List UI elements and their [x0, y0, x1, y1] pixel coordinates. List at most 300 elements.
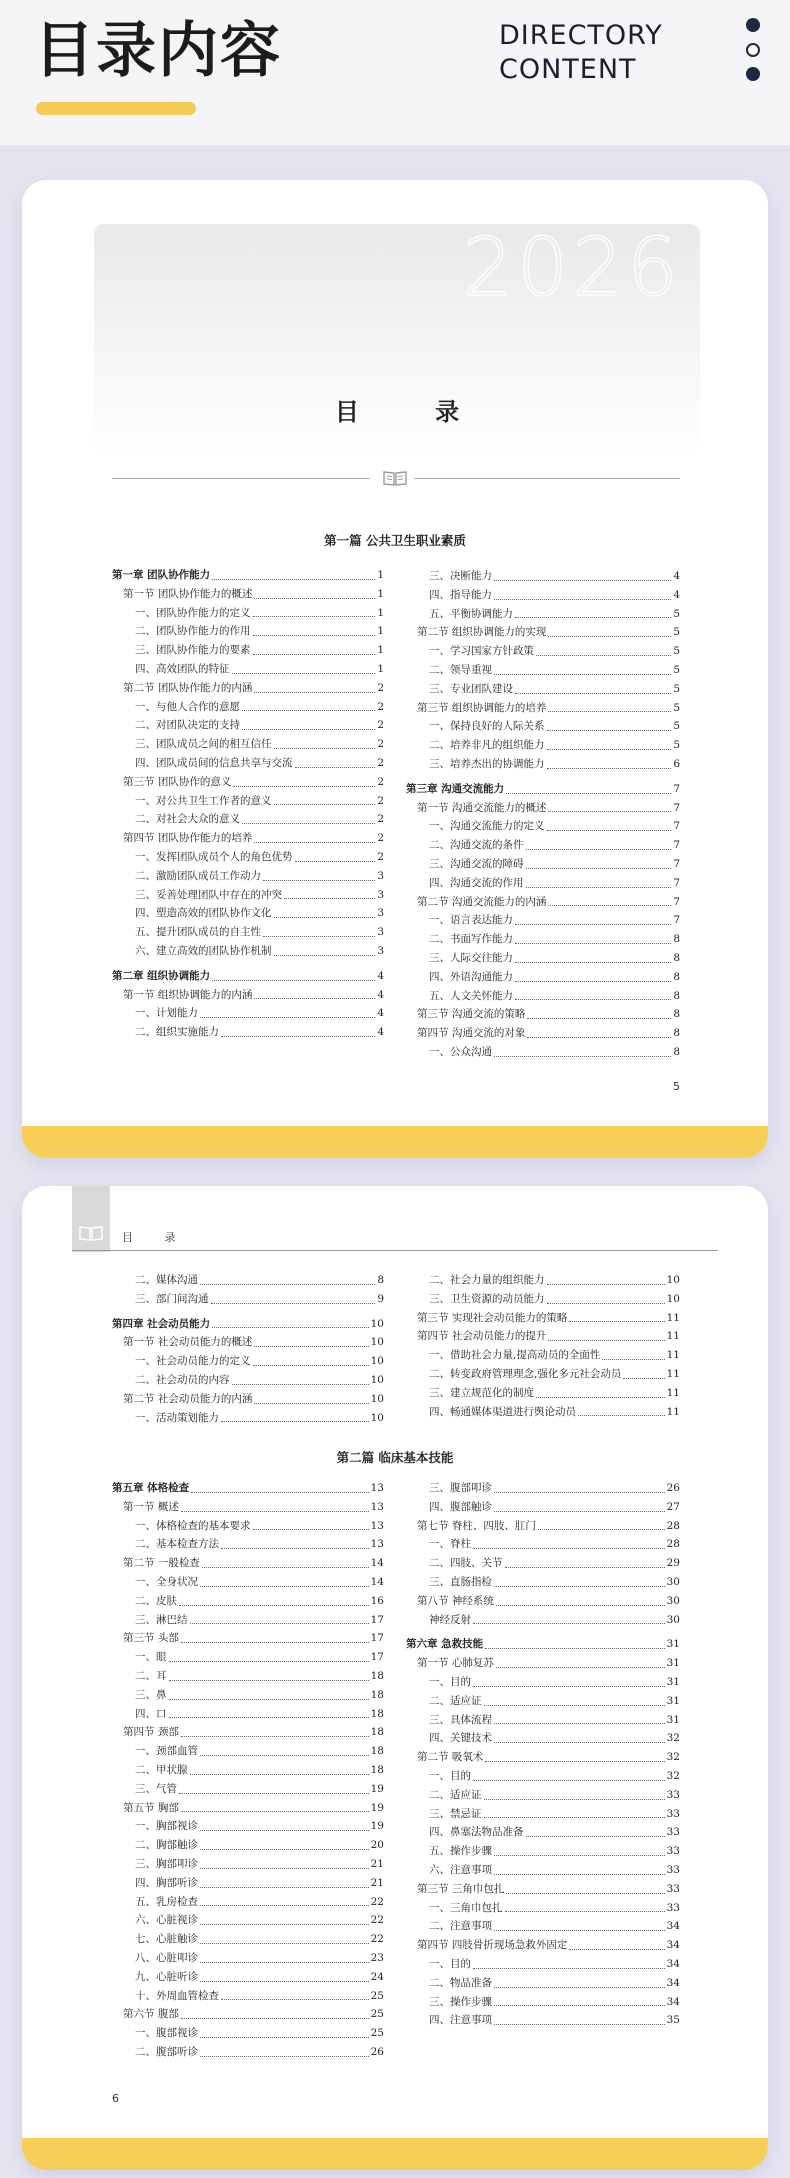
toc-entry-title: 第二节 组织协调能力的实现	[417, 626, 547, 639]
toc-section-entry[interactable]	[112, 774, 384, 793]
toc-item-entry[interactable]	[112, 1353, 384, 1372]
toc-entry-title: 三、鼻	[135, 1688, 167, 1701]
toc-entry-title: 三、建立规范化的制度	[429, 1386, 534, 1399]
toc-entry-title: 第四节 颈部	[123, 1726, 179, 1739]
toc-entry-page: 22	[370, 1914, 384, 1927]
toc-entry-page: 30	[666, 1594, 680, 1607]
toc-item-entry[interactable]	[406, 818, 680, 837]
toc-item-entry[interactable]	[406, 643, 680, 662]
toc-chapter-entry[interactable]	[406, 781, 680, 800]
toc-entry-page: 4	[673, 570, 680, 582]
toc-section-entry[interactable]	[406, 700, 680, 719]
toc-section-entry[interactable]	[406, 1881, 680, 1900]
toc-section-entry[interactable]	[112, 1555, 384, 1574]
dot-leader	[169, 1717, 369, 1718]
toc-entry-page: 17	[370, 1632, 384, 1645]
toc-item-entry[interactable]	[406, 1730, 680, 1749]
dot-leader	[263, 936, 375, 937]
toc-item-entry[interactable]	[406, 1900, 680, 1919]
toc-entry-page: 34	[666, 1995, 680, 2008]
toc-entry-page: 14	[370, 1557, 384, 1570]
toc-item-entry[interactable]	[112, 1410, 384, 1429]
toc-section-entry[interactable]	[112, 1499, 384, 1518]
dot-leader	[221, 1999, 369, 2000]
toc-item-entry[interactable]	[406, 969, 680, 988]
toc-item-entry[interactable]	[112, 1781, 384, 1800]
dot-leader	[473, 1686, 665, 1687]
toc-item-entry[interactable]	[112, 755, 384, 774]
toc-item-entry[interactable]	[406, 1536, 680, 1555]
toc-item-entry[interactable]	[112, 1950, 384, 1969]
toc-item-entry[interactable]	[406, 1712, 680, 1731]
toc-item-entry[interactable]	[406, 1994, 680, 2013]
toc-item-entry[interactable]	[112, 1894, 384, 1913]
toc-section-entry[interactable]	[406, 624, 680, 643]
toc-entry-page: 4	[673, 588, 680, 601]
toc-entry-page: 23	[370, 1951, 384, 1964]
toc-item-entry[interactable]	[112, 1856, 384, 1875]
toc-entry-title: 八、心脏叩诊	[135, 1951, 198, 1964]
toc-item-entry[interactable]	[112, 924, 384, 943]
page-number: 6	[112, 2092, 119, 2105]
toc-entry-title: 六、心脏视诊	[135, 1914, 198, 1927]
toc-item-entry[interactable]	[406, 1843, 680, 1862]
running-head-rule	[72, 1250, 718, 1251]
toc-section-entry[interactable]	[112, 1630, 384, 1649]
toc-entry-title: 一、对公共卫生工作者的意义	[135, 794, 272, 807]
toc-item-entry[interactable]	[406, 1480, 680, 1499]
toc-entry-title: 四、指导能力	[429, 588, 492, 601]
dot-leader	[242, 823, 375, 824]
toc-entry-page: 8	[673, 1045, 680, 1058]
toc-item-entry[interactable]	[112, 1372, 384, 1391]
toc-entry-page: 8	[377, 1274, 384, 1286]
toc-item-entry[interactable]	[112, 1743, 384, 1762]
toc-entry-title: 第二节 一般检查	[123, 1557, 200, 1570]
toc-entry-title: 第二节 沟通交流能力的内涵	[417, 895, 547, 908]
toc-column-left	[112, 1474, 384, 2063]
toc-item-entry[interactable]	[112, 1612, 384, 1631]
toc-item-entry[interactable]	[406, 950, 680, 969]
dot-leader	[484, 1817, 665, 1818]
toc-entry-title: 一、计划能力	[135, 1007, 198, 1020]
toc-entry-page: 2	[377, 738, 384, 751]
toc-entry-page: 8	[673, 933, 680, 946]
toc-entry-page: 8	[673, 1008, 680, 1021]
toc-entry-title: 二、书面写作能力	[429, 933, 513, 946]
toc-item-entry[interactable]	[112, 1837, 384, 1856]
toc-section-entry[interactable]	[112, 1800, 384, 1819]
toc-item-entry[interactable]	[406, 1272, 680, 1291]
toc-entry-title: 四、口	[135, 1707, 167, 1720]
toc-section-entry[interactable]	[112, 680, 384, 699]
toc-entry-page: 8	[673, 951, 680, 964]
toc-entry-page: 10	[666, 1292, 680, 1305]
toc-item-entry[interactable]	[112, 1272, 384, 1291]
dot-leader	[547, 768, 672, 769]
toc-entry-title: 一、语言表达能力	[429, 914, 513, 927]
toc-entry-page: 13	[370, 1500, 384, 1513]
toc-entry-page: 19	[370, 1782, 384, 1795]
dot-leader	[295, 861, 376, 862]
toc-entry-title: 一、脊柱	[429, 1538, 471, 1551]
toc-entry-title: 二、皮肤	[135, 1594, 177, 1607]
toc-item-entry[interactable]	[112, 1536, 384, 1555]
toc-item-entry[interactable]	[112, 849, 384, 868]
toc-item-entry[interactable]	[406, 1499, 680, 1518]
toc-section-entry[interactable]	[406, 800, 680, 819]
toc-chapter-entry[interactable]	[112, 968, 384, 987]
toc-page-5	[22, 180, 768, 1158]
toc-item-entry[interactable]	[406, 737, 680, 756]
toc-entry-page: 2	[377, 719, 384, 732]
toc-section-entry[interactable]	[406, 1310, 680, 1329]
toc-entry-title: 一、学习国家方针政策	[429, 645, 534, 658]
toc-entry-page: 7	[673, 820, 680, 833]
yellow-footer-band	[22, 2138, 768, 2170]
toc-chapter-entry[interactable]	[112, 1316, 384, 1335]
toc-entry-page: 5	[673, 739, 680, 752]
toc-item-entry[interactable]	[406, 568, 680, 587]
toc-item-entry[interactable]	[112, 736, 384, 755]
toc-column-left	[112, 561, 384, 1043]
dot-leader	[179, 1605, 369, 1606]
toc-entry-title: 第三节 三角巾包扎	[417, 1882, 505, 1895]
dot-leader	[200, 1943, 369, 1944]
toc-item-entry[interactable]	[112, 699, 384, 718]
toc-page-6	[22, 1186, 768, 2170]
dot-leader	[254, 842, 375, 843]
dot-filled-icon	[746, 18, 760, 32]
dot-leader	[547, 1284, 665, 1285]
toc-entry-title: 二、社会动员的内容	[135, 1373, 230, 1386]
toc-item-entry[interactable]	[406, 1956, 680, 1975]
toc-entry-title: 第三节 头部	[123, 1632, 179, 1645]
dot-leader	[169, 1661, 369, 1662]
toc-item-entry[interactable]	[112, 1024, 384, 1043]
toc-item-entry[interactable]	[112, 1687, 384, 1706]
toc-item-entry[interactable]	[112, 1649, 384, 1668]
toc-section-entry[interactable]	[112, 830, 384, 849]
dot-leader	[200, 1017, 375, 1018]
toc-entry-page: 28	[666, 1538, 680, 1551]
dot-leader	[254, 1403, 368, 1404]
dot-leader	[190, 1774, 369, 1775]
dot-leader	[200, 1905, 369, 1906]
toc-entry-page: 13	[370, 1482, 384, 1494]
dot-leader	[242, 729, 375, 730]
toc-item-entry[interactable]	[406, 606, 680, 625]
yellow-footer-band	[22, 1126, 768, 1158]
toc-entry-page: 4	[377, 1026, 384, 1039]
toc-entry-page: 2	[377, 813, 384, 826]
toc-item-entry[interactable]	[406, 1824, 680, 1843]
toc-item-entry[interactable]	[406, 1918, 680, 1937]
toc-entry-page: 31	[666, 1694, 680, 1707]
toc-entry-title: 三、团队成员之间的相互信任	[135, 738, 272, 751]
toc-entry-page: 33	[666, 1901, 680, 1914]
dot-leader	[233, 786, 375, 787]
toc-entry-title: 二、组织实施能力	[135, 1026, 219, 1039]
toc-entry-title: 四、团队成员间的信息共享与交流	[135, 756, 293, 769]
toc-entry-page: 13	[370, 1538, 384, 1551]
toc-item-entry[interactable]	[406, 1347, 680, 1366]
toc-entry-title: 四、注意事项	[429, 2014, 492, 2027]
toc-item-entry[interactable]	[406, 988, 680, 1007]
toc-section-entry[interactable]	[406, 1006, 680, 1025]
toc-item-entry[interactable]	[406, 1674, 680, 1693]
toc-section-entry[interactable]	[406, 1593, 680, 1612]
toc-entry-title: 四、腹部触诊	[429, 1500, 492, 1513]
toc-entry-title: 二、转变政府管理理念,强化多元社会动员	[429, 1367, 622, 1380]
toc-item-entry[interactable]	[112, 1988, 384, 2007]
dot-leader	[200, 1849, 369, 1850]
dot-leader	[538, 1529, 665, 1530]
toc-entry-page: 31	[666, 1657, 680, 1670]
toc-entry-page: 34	[666, 1920, 680, 1933]
toc-item-entry[interactable]	[112, 905, 384, 924]
dot-leader	[547, 749, 672, 750]
toc-entry-page: 25	[370, 2008, 384, 2021]
toc-item-entry[interactable]	[112, 1005, 384, 1024]
toc-entry-title: 四、塑造高效的团队协作文化	[135, 907, 272, 920]
toc-item-entry[interactable]	[112, 1668, 384, 1687]
toc-entry-page: 14	[370, 1575, 384, 1588]
toc-item-entry[interactable]	[112, 1574, 384, 1593]
toc-entry-page: 31	[666, 1638, 680, 1651]
toc-item-entry[interactable]	[112, 868, 384, 887]
toc-item-entry[interactable]	[406, 1612, 680, 1631]
toc-entry-page: 5	[673, 663, 680, 676]
toc-entry-page: 10	[370, 1336, 384, 1349]
toc-item-entry[interactable]	[406, 1574, 680, 1593]
toc-entry-title: 四、沟通交流的作用	[429, 876, 524, 889]
dot-leader	[169, 1699, 369, 1700]
toc-item-entry[interactable]	[406, 1768, 680, 1787]
toc-item-entry[interactable]	[112, 811, 384, 830]
dot-leader	[569, 1949, 664, 1950]
toc-section-entry[interactable]	[406, 894, 680, 913]
dot-leader	[547, 830, 672, 831]
dot-leader	[484, 1799, 665, 1800]
toc-entry-title: 第二章 组织协调能力	[112, 969, 211, 982]
toc-item-entry[interactable]	[406, 1862, 680, 1881]
toc-entry-title: 第四节 四肢骨折现场急救外固定	[417, 1939, 568, 1952]
toc-entry-page: 5	[673, 682, 680, 695]
toc-item-entry[interactable]	[112, 1969, 384, 1988]
toc-entry-page: 7	[673, 876, 680, 889]
toc-entry-page: 35	[666, 2014, 680, 2027]
toc-entry-page: 24	[370, 1970, 384, 1983]
toc-entry-title: 二、社会力量的组织能力	[429, 1274, 545, 1286]
toc-entry-title: 二、对团队决定的支持	[135, 719, 240, 732]
toc-entry-title: 一、社会动员能力的定义	[135, 1355, 251, 1368]
toc-entry-page: 31	[666, 1675, 680, 1688]
toc-entry-page: 1	[377, 625, 384, 638]
dot-leader	[263, 880, 375, 881]
toc-chapter-entry[interactable]	[112, 567, 384, 586]
toc-entry-page: 25	[370, 2027, 384, 2040]
toc-section-entry[interactable]	[112, 1334, 384, 1353]
dot-leader	[200, 2037, 369, 2038]
toc-item-entry[interactable]	[112, 642, 384, 661]
toc-item-entry[interactable]	[112, 605, 384, 624]
toc-entry-title: 四、畅通媒体渠道进行舆论动员	[429, 1405, 576, 1418]
toc-item-entry[interactable]	[112, 623, 384, 642]
toc-item-entry[interactable]	[112, 1762, 384, 1781]
toc-item-entry[interactable]	[406, 875, 680, 894]
toc-section-entry[interactable]	[406, 1025, 680, 1044]
toc-entry-page: 2	[377, 756, 384, 769]
toc-section-entry[interactable]	[406, 1328, 680, 1347]
toc-item-entry[interactable]	[406, 1385, 680, 1404]
dot-leader	[494, 1492, 665, 1493]
toc-item-entry[interactable]	[406, 718, 680, 737]
toc-item-entry[interactable]	[406, 837, 680, 856]
toc-item-entry[interactable]	[406, 1404, 680, 1423]
dot-leader	[211, 1303, 376, 1304]
toc-section-entry[interactable]	[406, 1749, 680, 1768]
toc-entry-page: 32	[666, 1769, 680, 1782]
toc-item-entry[interactable]	[112, 1818, 384, 1837]
toc-entry-title: 四、高效团队的特征	[135, 662, 230, 675]
toc-entry-title: 三、沟通交流的障碍	[429, 857, 524, 870]
toc-item-entry[interactable]	[406, 1806, 680, 1825]
dot-leader	[200, 1755, 369, 1756]
toc-item-entry[interactable]	[406, 1975, 680, 1994]
toc-item-entry[interactable]	[112, 1912, 384, 1931]
dot-leader	[200, 1981, 369, 1982]
dot-leader	[526, 1836, 665, 1837]
dot-leader	[515, 999, 671, 1000]
toc-entry-page: 3	[377, 907, 384, 920]
toc-entry-title: 一、三角巾包扎	[429, 1901, 503, 1914]
toc-entry-page: 17	[370, 1651, 384, 1664]
dot-leader	[547, 1303, 665, 1304]
toc-section-entry[interactable]	[112, 1724, 384, 1743]
toc-item-entry[interactable]	[112, 1931, 384, 1950]
toc-entry-page: 8	[673, 989, 680, 1002]
toc-section-entry[interactable]	[406, 1937, 680, 1956]
toc-item-entry[interactable]	[406, 856, 680, 875]
toc-item-entry[interactable]	[406, 662, 680, 681]
toc-entry-title: 第八节 神经系统	[417, 1594, 494, 1607]
toc-item-entry[interactable]	[406, 1366, 680, 1385]
toc-item-entry[interactable]	[112, 793, 384, 812]
toc-entry-title: 二、适应证	[429, 1694, 482, 1707]
toc-item-entry[interactable]	[112, 1593, 384, 1612]
toc-section-entry[interactable]	[112, 987, 384, 1006]
toc-entry-page: 3	[377, 926, 384, 939]
toc-item-entry[interactable]	[406, 1693, 680, 1712]
toc-entry-title: 一、发挥团队成员个人的角色优势	[135, 850, 293, 863]
toc-entry-page: 11	[666, 1330, 680, 1343]
toc-entry-page: 2	[377, 794, 384, 807]
toc-entry-title: 三、部门间沟通	[135, 1292, 209, 1305]
toc-entry-title: 二、培养非凡的组织能力	[429, 739, 545, 752]
toc-entry-page: 7	[673, 839, 680, 852]
dot-leader	[515, 943, 671, 944]
toc-item-entry[interactable]	[112, 1518, 384, 1537]
toc-item-entry[interactable]	[112, 1706, 384, 1725]
toc-item-entry[interactable]	[406, 912, 680, 931]
toc-item-entry[interactable]	[406, 587, 680, 606]
toc-entry-page: 5	[673, 645, 680, 658]
dot-leader	[253, 654, 376, 655]
toc-item-entry[interactable]	[112, 887, 384, 906]
toc-entry-title: 十、外周血管检查	[135, 1989, 219, 2002]
toc-entry-page: 11	[666, 1367, 680, 1380]
toc-section-entry[interactable]	[112, 1391, 384, 1410]
dot-leader	[494, 599, 671, 600]
toc-entry-title: 二、甲状腺	[135, 1763, 188, 1776]
running-head: 目 录	[122, 1231, 190, 1244]
toc-item-entry[interactable]	[112, 2025, 384, 2044]
dot-leader	[496, 1667, 665, 1668]
toc-item-entry[interactable]	[406, 1555, 680, 1574]
toc-entry-page: 18	[370, 1726, 384, 1739]
toc-entry-page: 34	[666, 1939, 680, 1952]
toc-entry-title: 三、决断能力	[429, 570, 492, 582]
toc-entry-title: 第一节 团队协作能力的概述	[123, 587, 253, 600]
toc-entry-title: 九、心脏听诊	[135, 1970, 198, 1983]
toc-item-entry[interactable]	[112, 943, 384, 962]
toc-entry-page: 10	[370, 1373, 384, 1386]
toc-section-entry[interactable]	[112, 586, 384, 605]
toc-entry-title: 第一节 概述	[123, 1500, 179, 1513]
toc-entry-page: 7	[673, 782, 680, 795]
dot-leader	[181, 2018, 369, 2019]
toc-entry-title: 六、注意事项	[429, 1863, 492, 1876]
toc-item-entry[interactable]	[406, 1291, 680, 1310]
toc-item-entry[interactable]	[406, 756, 680, 775]
toc-item-entry[interactable]	[406, 681, 680, 700]
dot-leader	[494, 1855, 665, 1856]
dot-leader	[494, 1056, 671, 1057]
toc-entry-title: 二、腹部听诊	[135, 2045, 198, 2058]
toc-section-entry[interactable]	[406, 1518, 680, 1537]
toc-entry-title: 第四章 社会动员能力	[112, 1317, 211, 1330]
dot-leader	[190, 1623, 369, 1624]
toc-item-entry[interactable]	[406, 1044, 680, 1063]
toc-item-entry[interactable]	[406, 1787, 680, 1806]
toc-item-entry[interactable]	[406, 2012, 680, 2031]
toc-chapter-entry[interactable]	[112, 1480, 384, 1499]
toc-item-entry[interactable]	[112, 717, 384, 736]
toc-item-entry[interactable]	[112, 661, 384, 680]
dot-leader	[494, 2024, 665, 2025]
toc-chapter-entry[interactable]	[406, 1636, 680, 1655]
dot-leader	[515, 924, 671, 925]
toc-entry-title: 第三节 实现社会动员能力的策略	[417, 1311, 568, 1324]
toc-entry-page: 2	[377, 681, 384, 694]
toc-item-entry[interactable]	[112, 1875, 384, 1894]
dot-leader	[485, 1648, 664, 1649]
toc-item-entry[interactable]	[112, 2044, 384, 2063]
toc-section-entry[interactable]	[406, 1655, 680, 1674]
toc-item-entry[interactable]	[406, 931, 680, 950]
toc-entry-title: 三、直肠指检	[429, 1575, 492, 1588]
toc-item-entry[interactable]	[112, 1291, 384, 1310]
toc-entry-page: 25	[370, 1989, 384, 2002]
toc-entry-page: 33	[666, 1807, 680, 1820]
toc-entry-page: 30	[666, 1575, 680, 1588]
toc-column-left-top	[112, 1272, 384, 1428]
toc-entry-page: 2	[377, 700, 384, 713]
toc-section-entry[interactable]	[112, 2006, 384, 2025]
toc-entry-page: 19	[370, 1820, 384, 1833]
dot-leader	[200, 1924, 369, 1925]
